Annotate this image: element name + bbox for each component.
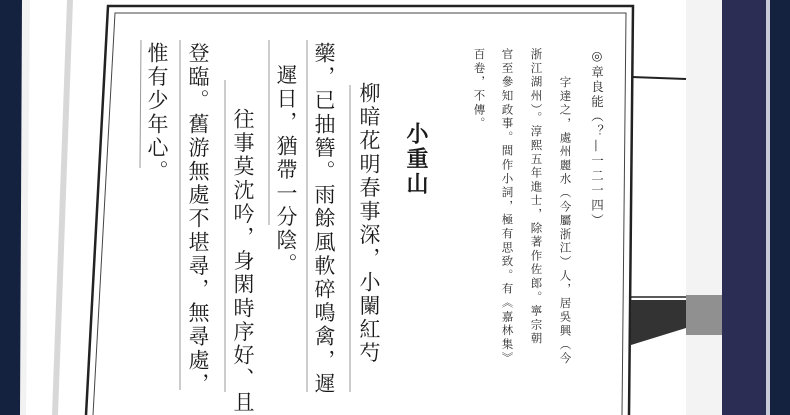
poem-line: 遲日，猶帶一分陰。: [274, 64, 298, 277]
poem-line: 柳暗花明春事深，小闌紅芍: [357, 82, 381, 366]
poem-line: 往事莫沈吟，身閑時序好、且: [231, 108, 255, 415]
author-note-line: 官至參知政事。間作小詞，極有思致。有《嘉林集》: [500, 48, 515, 366]
poem-line: 惟有少年心。: [145, 42, 169, 184]
poem-line: 藥，已抽簪。雨餘風軟碎鳴禽，遲: [312, 42, 336, 396]
author-heading: ◎章良能（？—一二一四）: [589, 48, 605, 229]
page-edge-strip: [686, 0, 722, 415]
author-note-line: 字達之，處州麗水（今屬浙江）人，居吳興（今: [558, 76, 573, 366]
index-tab-edge: [686, 295, 722, 335]
book-spine: [722, 0, 766, 415]
author-note-line: 浙江湖州）。淳熙五年進士，除著作佐郎。寧宗朝: [529, 48, 544, 346]
spine-highlight: [766, 0, 770, 415]
author-note-line: 百卷，不傳。: [472, 48, 487, 131]
poem-title: 小重山: [403, 122, 428, 197]
poem-line: 登臨。舊游無處不堪尋，無尋處，: [186, 42, 210, 396]
